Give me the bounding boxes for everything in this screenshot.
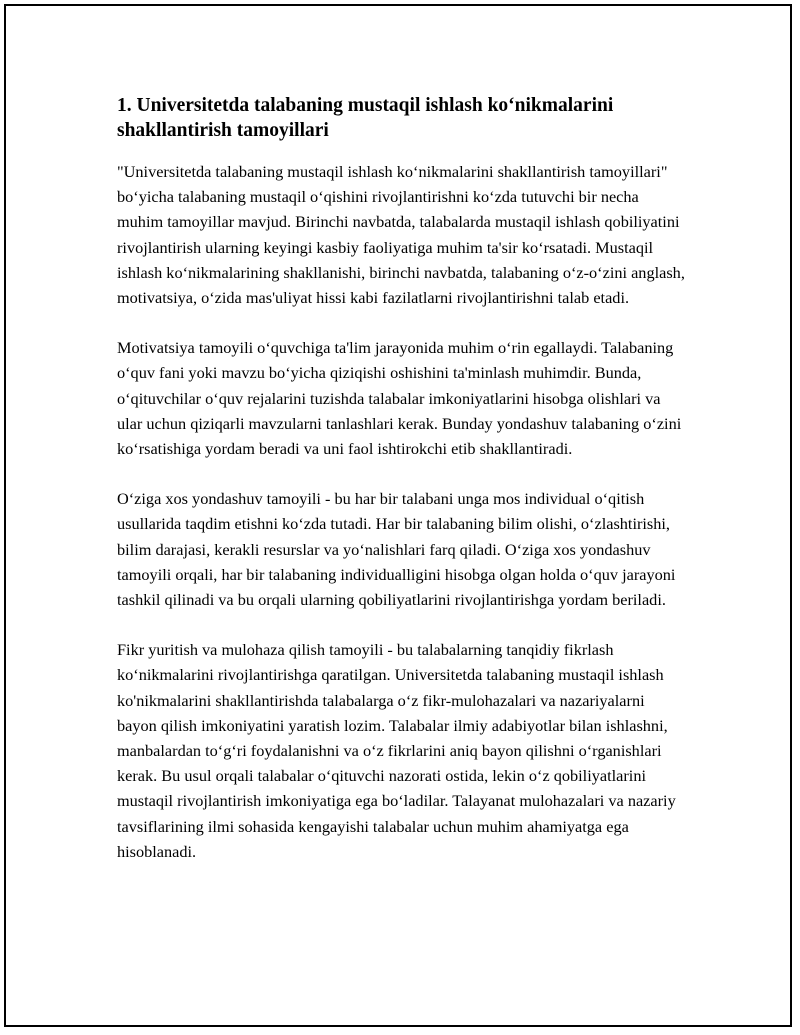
paragraph-individual-approach: O‘ziga xos yondashuv tamoyili - bu har bir talabani unga mos individual o‘qitish usullarida taqdim etishni ko‘zda tutadi. Har bir talabaning bilim olishi, o‘zlashtirishi, bilim darajasi, kerakli resurslar va yo‘nalishlari farq qiladi. O‘ziga xos yondashuv tamoyili orqali, har bir talabaning individualligini hisobga olgan holda o‘quv jarayoni tashkil qilinadi va bu orqali ularning qobiliyatlarini rivojlantirishga yordam beriladi. — [117, 489, 676, 610]
paragraph-critical-thinking: Fikr yuritish va mulohaza qilish tamoyili - bu talabalarning tanqidiy fikrlash ko‘nikmalarini rivojlantirishga qaratilgan. Universitetda talabaning mustaqil ishlash ko'nikmalarini shakllantirishda talabalarga o‘z fikr-mulohazalari va nazariyalarni bayon qilish imkoniyatini yaratish lozim. Talabalar ilmiy adabiyotlar bilan ishlashni, manbalardan to‘g‘ri foydalanishni va o‘z fikrlarini aniq bayon qilishni o‘rganishlari kerak. Bu usul orqali talabalar o‘qituvchi nazorati ostida, lekin o‘z qobiliyatlarini mustaqil rivojlantirish imkoniyatiga ega bo‘ladilar. Talayanat mulohazalari va nazariy tavsiflarining ilmi sohasida kengayishi talabalar uchun muhim ahamiyatga ega hisoblanadi. — [117, 640, 676, 861]
paragraph-motivation: Motivatsiya tamoyili o‘quvchiga ta'lim jarayonida muhim o‘rin egallaydi. Talabaning o‘quv fani yoki mavzu bo‘yicha qiziqishi oshishini ta'minlash muhimdir. Bunda, o‘qituvchilar o‘quv rejalarini tuzishda talabalar imkoniyatlarini hisobga olishlari va ular uchun qiziqarli mavzularni tanlashlari kerak. Bunday yondashuv talabaning o‘zini ko‘rsatishiga yordam beradi va uni faol ishtirokchi etib shakllantiradi. — [117, 338, 682, 459]
paragraph-intro: "Universitetda talabaning mustaqil ishlash ko‘nikmalarini shakllantirish tamoyillari" bo‘yicha talabaning mustaqil o‘qishini rivojlantirishni ko‘zda tutuvchi bir necha muhim tamoyillar mavjud. Birinchi navbatda, talabalarda mustaqil ishlash qobiliyatini rivojlantirish ularning keyingi kasbiy faoliyatiga muhim ta'sir ko‘rsatadi. Mustaqil ishlash ko‘nikmalarining shakllanishi, birinchi navbatda, talabaning o‘z-o‘zini anglash, motivatsiya, o‘zida mas'uliyat hissi kabi fazilatlarni rivojlantirishni talab etadi. — [117, 162, 685, 308]
document-body — [117, 93, 687, 889]
section-heading: 1. Universitetda talabaning mustaqil ishlash ko‘nikmalarini shakllantirish tamoyillari — [117, 95, 614, 141]
